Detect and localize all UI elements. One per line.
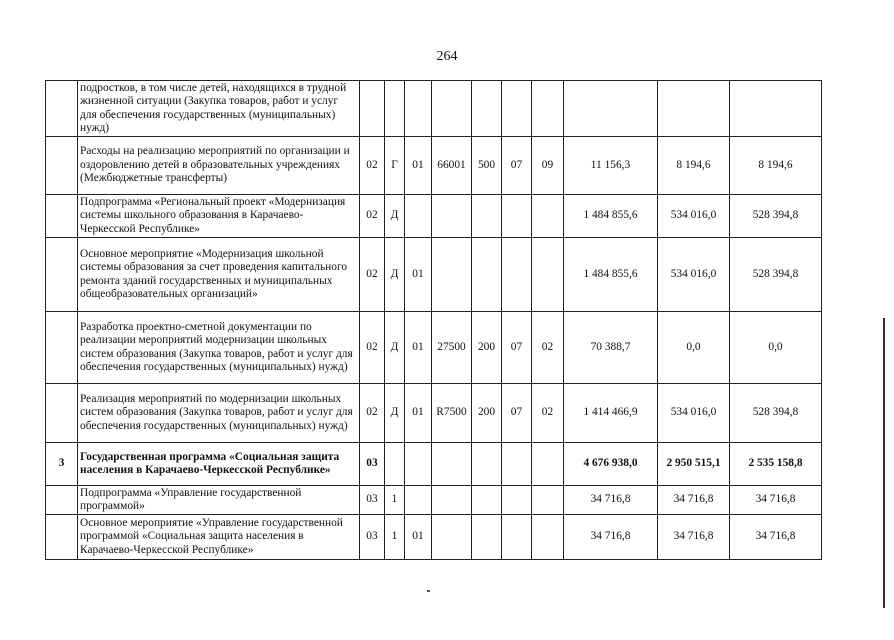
page-number: 264 [436,49,458,64]
row-number [46,312,78,384]
direction-code [432,81,472,137]
row-name: подростков, в том числе детей, находящихся в трудной жизненной ситуации (Закупка товаров, работ и услуг для обеспечения государственных (муниципальных) нужд) [78,81,360,137]
amount-year-2: 534 016,0 [658,238,730,312]
amount-year-1: 70 388,7 [564,312,658,384]
program-code: 03 [360,515,385,560]
amount-year-1: 1 484 855,6 [564,238,658,312]
subsection-code [532,195,564,238]
amount-year-3: 8 194,6 [730,137,822,195]
program-code: 03 [360,443,385,486]
amount-year-1 [564,81,658,137]
row-name: Подпрограмма «Управление государственной программой» [78,486,360,515]
table-row [46,384,822,443]
subsection-code [532,443,564,486]
expense-type-code: 200 [472,384,502,443]
amount-year-3: 0,0 [730,312,822,384]
amount-year-3: 528 394,8 [730,238,822,312]
subsection-code: 09 [532,137,564,195]
row-name: Основное мероприятие «Модернизация школьной системы образования за счет проведения капитального ремонта зданий государственных и муниципальных общеобразовательных организаций» [78,238,360,312]
section-code: 07 [502,137,532,195]
section-code [502,81,532,137]
direction-code [432,195,472,238]
amount-year-1: 11 156,3 [564,137,658,195]
row-number [46,515,78,560]
amount-year-3 [730,81,822,137]
row-number: 3 [46,443,78,486]
direction-code [432,486,472,515]
subsection-code [532,515,564,560]
amount-year-1: 34 716,8 [564,486,658,515]
direction-code [432,515,472,560]
section-code: 07 [502,312,532,384]
budget-table [45,80,822,560]
row-number [46,195,78,238]
row-name: Государственная программа «Социальная защита населения в Карачаево-Черкесской Республике» [78,443,360,486]
table-row [46,238,822,312]
expense-type-code [472,195,502,238]
direction-code [432,238,472,312]
subprogram-code: Д [385,312,405,384]
table-row [46,137,822,195]
expense-type-code [472,443,502,486]
program-code: 02 [360,384,385,443]
subprogram-code [385,443,405,486]
row-number [46,137,78,195]
amount-year-1: 1 414 466,9 [564,384,658,443]
amount-year-1: 1 484 855,6 [564,195,658,238]
program-code [360,81,385,137]
program-code: 02 [360,195,385,238]
expense-type-code: 200 [472,312,502,384]
amount-year-2: 2 950 515,1 [658,443,730,486]
subprogram-code: 1 [385,515,405,560]
row-number [46,238,78,312]
scan-edge-line [883,318,885,608]
expense-type-code [472,515,502,560]
amount-year-2 [658,81,730,137]
amount-year-2: 8 194,6 [658,137,730,195]
measure-code [405,81,432,137]
measure-code: 01 [405,515,432,560]
program-code: 02 [360,238,385,312]
direction-code: 27500 [432,312,472,384]
row-name: Подпрограмма «Региональный проект «Модернизация системы школьного образования в Карачаево-Черкесской Республике» [78,195,360,238]
program-code: 02 [360,137,385,195]
amount-year-1: 4 676 938,0 [564,443,658,486]
table-row [46,515,822,560]
measure-code: 01 [405,312,432,384]
amount-year-2: 0,0 [658,312,730,384]
subprogram-code [385,81,405,137]
table-row [46,486,822,515]
row-number [46,486,78,515]
section-code [502,515,532,560]
subprogram-code: Г [385,137,405,195]
amount-year-2: 534 016,0 [658,195,730,238]
row-name: Реализация мероприятий по модернизации школьных систем образования (Закупка товаров, работ и услуг для обеспечения государственных (муниципальных) нужд) [78,384,360,443]
subsection-code [532,486,564,515]
direction-code [432,443,472,486]
table-row [46,312,822,384]
measure-code: 01 [405,137,432,195]
section-code: 07 [502,384,532,443]
measure-code [405,443,432,486]
direction-code: 66001 [432,137,472,195]
amount-year-1: 34 716,8 [564,515,658,560]
direction-code: R7500 [432,384,472,443]
table-row [46,81,822,137]
amount-year-3: 34 716,8 [730,486,822,515]
amount-year-2: 34 716,8 [658,486,730,515]
row-name: Расходы на реализацию мероприятий по организации и оздоровлению детей в образовательных учреждениях (Межбюджетные трансферты) [78,137,360,195]
subsection-code [532,81,564,137]
table-row [46,443,822,486]
expense-type-code [472,238,502,312]
section-code [502,443,532,486]
table-row [46,195,822,238]
measure-code: 01 [405,384,432,443]
amount-year-3: 528 394,8 [730,195,822,238]
measure-code: 01 [405,238,432,312]
subprogram-code: Д [385,195,405,238]
subsection-code: 02 [532,312,564,384]
expense-type-code [472,81,502,137]
amount-year-3: 2 535 158,8 [730,443,822,486]
section-code [502,486,532,515]
expense-type-code [472,486,502,515]
measure-code [405,486,432,515]
subprogram-code: 1 [385,486,405,515]
subsection-code [532,238,564,312]
amount-year-3: 528 394,8 [730,384,822,443]
row-number [46,384,78,443]
subprogram-code: Д [385,238,405,312]
program-code: 02 [360,312,385,384]
row-number [46,81,78,137]
section-code [502,195,532,238]
subsection-code: 02 [532,384,564,443]
measure-code [405,195,432,238]
expense-type-code: 500 [472,137,502,195]
subprogram-code: Д [385,384,405,443]
row-name: Разработка проектно-сметной документации по реализации мероприятий модернизации школьных систем образования (Закупка товаров, работ и услуг для обеспечения государственных (муниципальных) нужд) [78,312,360,384]
section-code [502,238,532,312]
scan-speck [427,590,430,592]
amount-year-3: 34 716,8 [730,515,822,560]
program-code: 03 [360,486,385,515]
row-name: Основное мероприятие «Управление государственной программой «Социальная защита населения в Карачаево-Черкесской Республике» [78,515,360,560]
amount-year-2: 34 716,8 [658,515,730,560]
amount-year-2: 534 016,0 [658,384,730,443]
